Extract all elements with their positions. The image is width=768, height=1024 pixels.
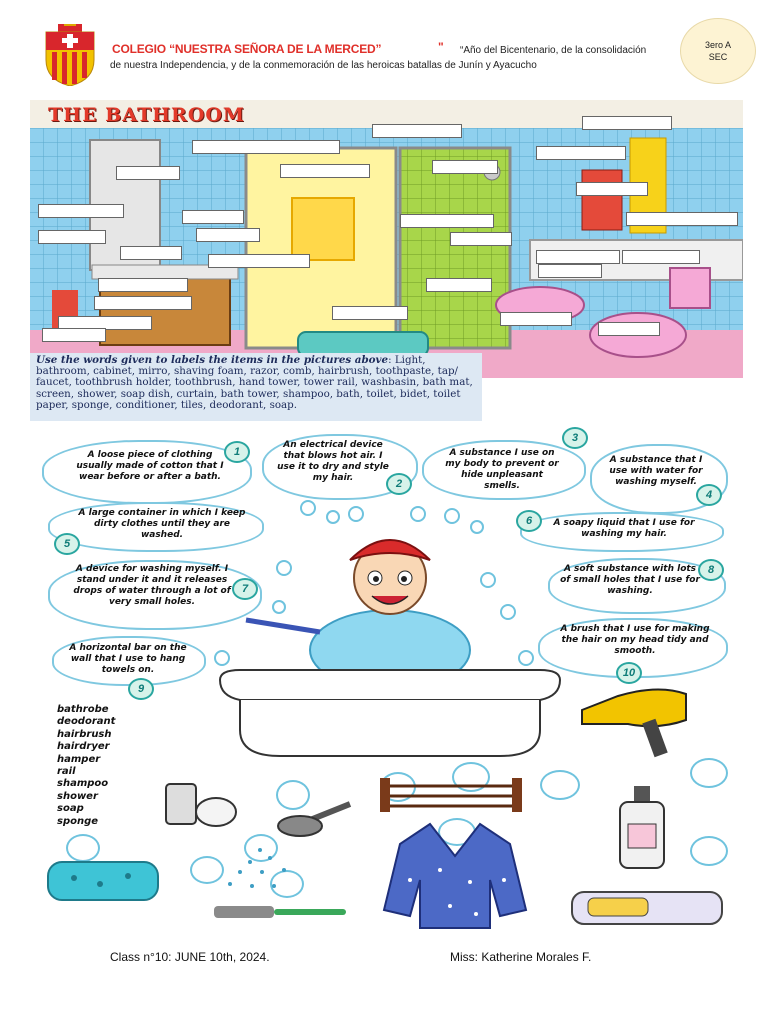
word-bank-item: hairdryer — [57, 741, 110, 753]
decorative-quote-mark: " — [438, 40, 444, 54]
label-blank[interactable] — [98, 278, 188, 292]
label-blank[interactable] — [182, 210, 244, 224]
label-blank[interactable] — [332, 306, 408, 320]
label-blank[interactable] — [622, 250, 700, 264]
clue-text-10: A brush that I use for making the hair on my head tidy and smooth. — [560, 624, 710, 656]
word-bank-item: shower — [57, 790, 98, 802]
label-blank[interactable] — [536, 146, 626, 160]
clue-number-2: 2 — [386, 473, 412, 495]
label-blank[interactable] — [38, 230, 106, 244]
clue-number-10: 10 — [616, 662, 642, 684]
word-bank-item: shampoo — [57, 778, 109, 790]
clue-number-4: 4 — [696, 484, 722, 506]
label-blank[interactable] — [94, 296, 192, 310]
word-bank-item: soap — [57, 803, 84, 815]
clue-text-6: A soapy liquid that I use for washing my hair. — [553, 518, 695, 539]
label-blank[interactable] — [38, 204, 124, 218]
answer-circle[interactable] — [690, 758, 728, 788]
clue-number-1: 1 — [224, 441, 250, 463]
bathrobe-icon — [380, 820, 530, 930]
word-bank-item: bathrobe — [57, 704, 109, 715]
sponge-icon — [44, 856, 164, 906]
grade-label: 3ero A — [704, 40, 732, 50]
word-bank-item: hairbrush — [57, 728, 112, 740]
class-info: Class n°10: JUNE 10th, 2024. — [110, 950, 270, 964]
label-blank[interactable] — [42, 328, 106, 342]
decorative-bubble — [300, 500, 316, 516]
label-blank[interactable] — [500, 312, 572, 326]
clue-text-2: An electrical device that blows hot air. I use it to dry and style my hair. — [277, 440, 389, 483]
motto-line-2: de nuestra Independencia, y de la conmemoración de las heroicas batallas de Junín y Ayacucho — [110, 60, 537, 71]
clue-text-5: A large container in which I keep dirty clothes until they are washed. — [78, 508, 246, 540]
clue-text-1: A loose piece of clothing usually made of cotton that I wear before or after a bath. — [76, 450, 224, 482]
label-blank[interactable] — [450, 232, 512, 246]
label-blank[interactable] — [576, 182, 648, 196]
label-blank[interactable] — [400, 214, 494, 228]
label-blank[interactable] — [120, 246, 182, 260]
clue-text-3: A substance I use on my body to prevent or hide unpleasant smells. — [445, 448, 559, 491]
clue-text-7: A device for washing myself. I stand under it and it releases drops of water through a lot of very small holes. — [73, 564, 231, 607]
clue-number-7: 7 — [232, 578, 258, 600]
bathroom-illustration — [30, 100, 743, 378]
label-blank[interactable] — [196, 228, 260, 242]
label-blank[interactable] — [426, 278, 492, 292]
instructions-text — [36, 355, 478, 411]
shampoo-bottle-icon — [612, 784, 672, 874]
teacher-name: Miss: Katherine Morales F. — [450, 950, 592, 964]
label-blank[interactable] — [538, 264, 602, 278]
label-blank[interactable] — [208, 254, 310, 268]
instructions-words: : Light, bathroom, cabinet, mirro, shaving foam, razor, comb, hairbrush, toothpaste, tap/ faucet, toothbrush holder, toothbrush, hand tower, tower rail, washbasin, bath mat, screen, shower, soap dish, curtain, bath tower, shampoo, bath, toilet, bidet, toilet paper, sponge, conditioner, tiles, deodorant, soap. — [36, 354, 473, 411]
label-blank[interactable] — [192, 140, 340, 154]
label-blank[interactable] — [432, 160, 498, 174]
instructions-lead: Use the words given to labels the items in the pictures above — [36, 354, 389, 366]
school-crest-icon — [42, 24, 98, 86]
word-bank-item: sponge — [57, 815, 99, 827]
clue-text-9: A horizontal bar on the wall that I use to hang towels on. — [69, 643, 187, 675]
clue-number-6: 6 — [516, 510, 542, 532]
word-bank — [57, 704, 115, 828]
label-blank[interactable] — [280, 164, 370, 178]
scene-title: THE BATHROOM — [48, 104, 245, 126]
section-label: SEC — [708, 52, 728, 62]
clue-number-9: 9 — [128, 678, 154, 700]
clue-text-4: A substance that I use with water for washing myself. — [609, 455, 703, 487]
label-blank[interactable] — [372, 124, 462, 138]
label-blank[interactable] — [116, 166, 180, 180]
word-bank-item: hamper — [57, 753, 101, 765]
motto-line-1: “Año del Bicentenario, de la consolidación — [460, 45, 647, 56]
answer-circle[interactable] — [690, 836, 728, 866]
clue-number-8: 8 — [698, 559, 724, 581]
soap-icon — [568, 886, 728, 930]
answer-circle[interactable] — [540, 770, 580, 800]
word-bank-item: rail — [57, 766, 76, 778]
clue-number-3: 3 — [562, 427, 588, 449]
towel-rail-icon — [376, 776, 526, 816]
label-blank[interactable] — [536, 250, 620, 264]
grade-badge — [680, 18, 756, 84]
shower-head-icon — [200, 800, 370, 900]
school-name: COLEGIO “NUESTRA SEÑORA DE LA MERCED” — [112, 42, 382, 56]
label-blank[interactable] — [598, 322, 660, 336]
hairdryer-icon — [578, 680, 698, 760]
label-blank[interactable] — [582, 116, 672, 130]
clue-number-5: 5 — [54, 533, 80, 555]
label-blank[interactable] — [626, 212, 738, 226]
hamper-icon — [596, 790, 600, 794]
girl-in-bathtub-illustration — [200, 520, 580, 770]
word-bank-item: deodorant — [57, 716, 116, 728]
bathroom-scene-drawing — [30, 100, 743, 378]
clue-text-8: A soft substance with lots of small holes that I use for washing. — [560, 564, 700, 596]
hairbrush-icon — [210, 900, 350, 924]
